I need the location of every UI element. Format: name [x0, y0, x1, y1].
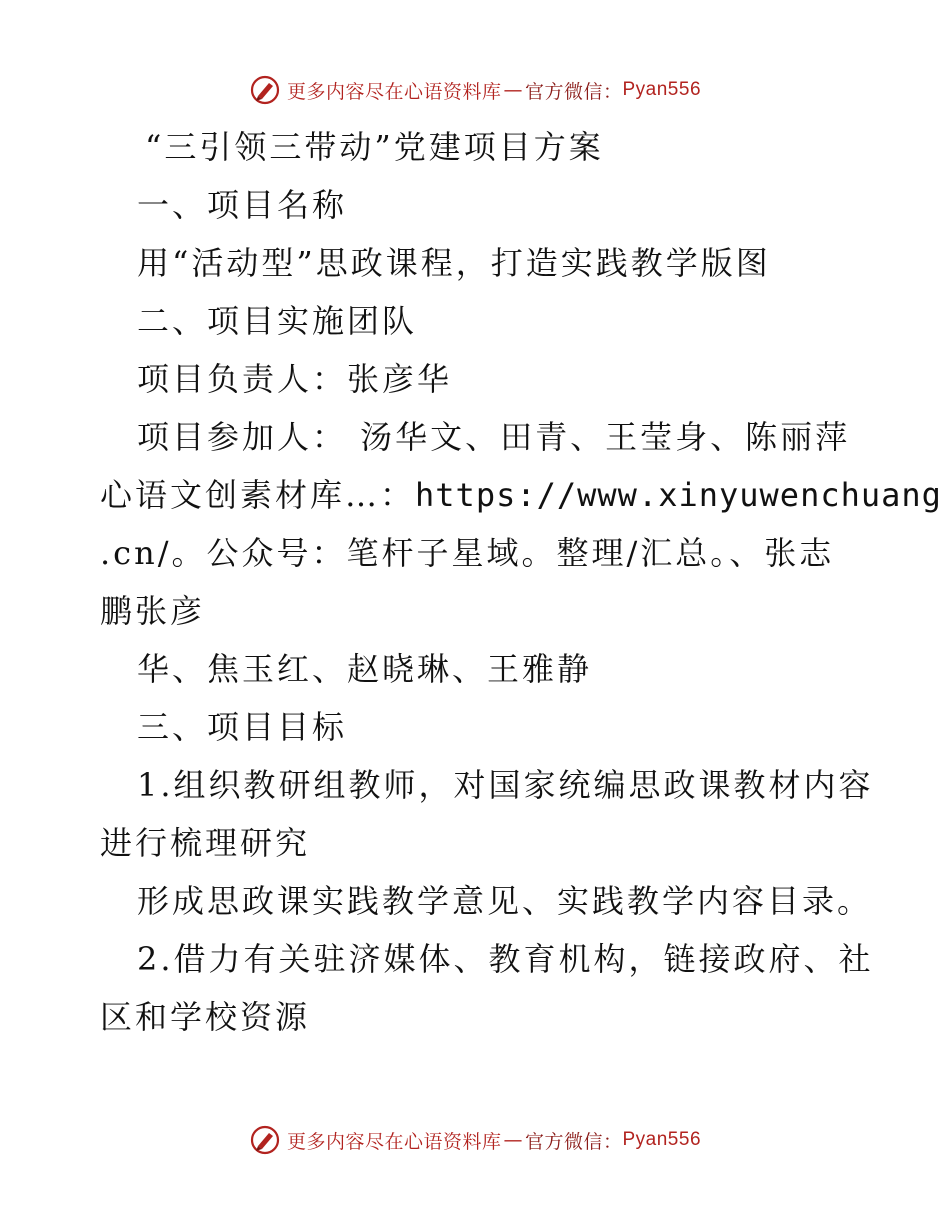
banner-text: 更多内容尽在心语资料库: [286, 80, 502, 103]
participants-line-2-prefix: 心语文创素材库…：: [100, 476, 416, 514]
participants-line-1: 项目参加人： 汤华文、田青、王莹身、陈丽萍: [137, 418, 851, 456]
banner-dash: —: [503, 79, 523, 101]
project-name-text: 用“活动型”思政课程，打造实践教学版图: [137, 244, 771, 282]
banner-official-label: 官方微信：: [524, 1130, 623, 1153]
goal-1-line-2: 进行梳理研究: [100, 824, 311, 862]
participants-line-3: .cn/。公众号：笔杆子星域。整理/汇总。、张志: [100, 534, 835, 572]
header-watermark-banner: [0, 70, 950, 110]
banner-wechat-id: Pyan556: [622, 1129, 702, 1150]
pen-logo-icon: [249, 1124, 281, 1156]
participants-line-5: 华、焦玉红、赵晓琳、王雅静: [137, 650, 593, 688]
participants-line-2: [100, 466, 942, 524]
participants-line-4: 鹏张彦: [100, 592, 206, 630]
section-heading-goals: 三、项目目标: [137, 708, 348, 746]
footer-watermark-banner: [0, 1120, 950, 1160]
section-heading-team: 二、项目实施团队: [137, 302, 418, 340]
project-leader-text: 项目负责人：张彦华: [137, 360, 453, 398]
pen-logo-icon: [249, 74, 281, 106]
section-heading-project-name: 一、项目名称: [137, 186, 348, 224]
document-body: [100, 118, 942, 1046]
goal-2-line-2: 区和学校资源: [100, 998, 311, 1036]
banner-text: 更多内容尽在心语资料库: [286, 1130, 502, 1153]
banner-dash: —: [503, 1129, 523, 1151]
participants-line-2-url: https://www.xinyuwenchuang: [415, 476, 942, 514]
goal-2-line-1: 2.借力有关驻济媒体、教育机构，链接政府、社: [137, 940, 874, 978]
goal-1-line-1: 1.组织教研组教师，对国家统编思政课教材内容: [137, 766, 874, 804]
banner-wechat-id: Pyan556: [622, 79, 702, 100]
document-title: “三引领三带动”党建项目方案: [145, 128, 604, 166]
banner-official-label: 官方微信：: [524, 80, 623, 103]
goal-1-line-3: 形成思政课实践教学意见、实践教学内容目录。: [137, 882, 873, 920]
